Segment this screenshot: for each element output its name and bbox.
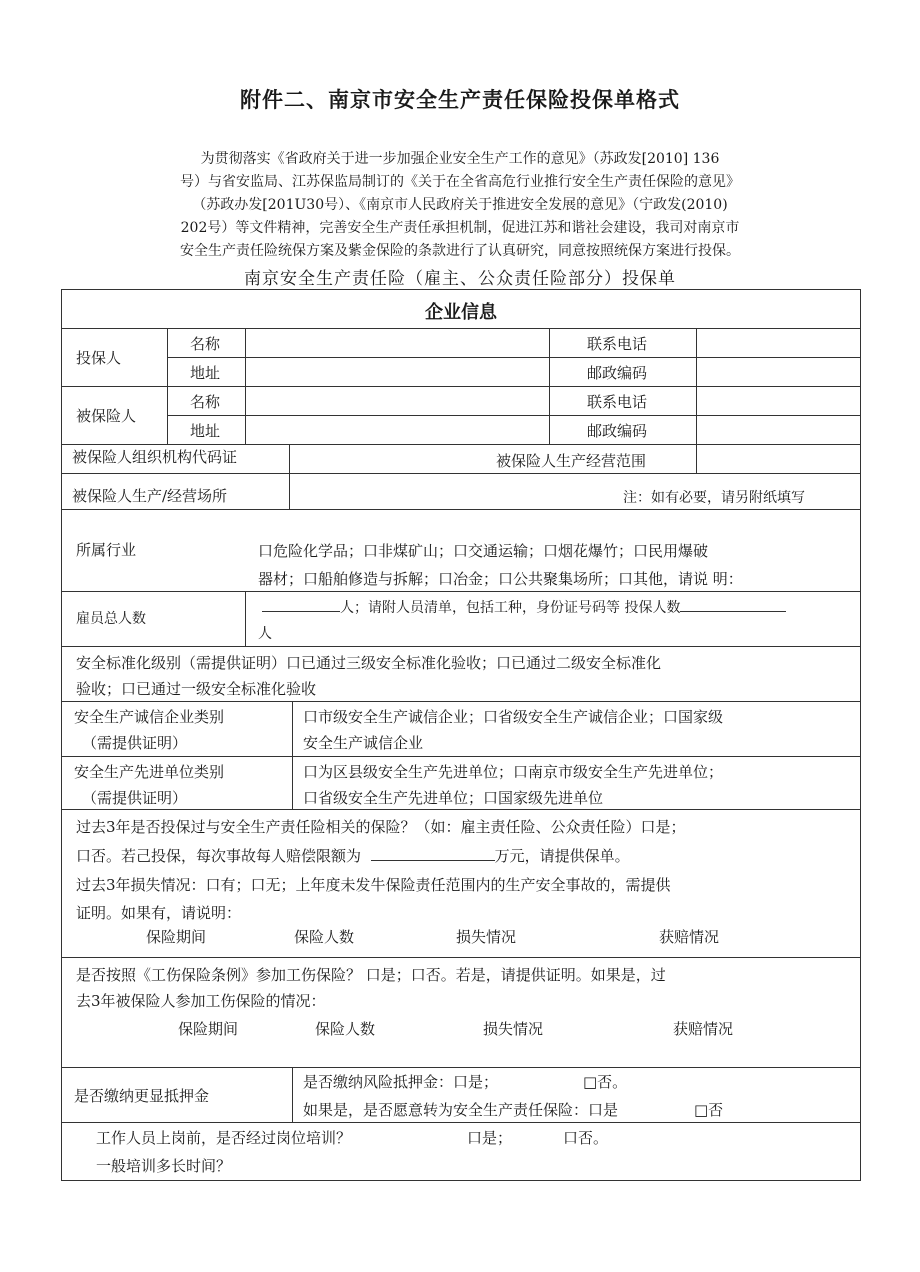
training-question: 工作人员上岗前，是否经过岗位培训？	[96, 1129, 352, 1147]
row-divider	[62, 756, 860, 757]
business-scope-label: 被保险人生产经营范围	[496, 452, 647, 470]
intro-line: 为贯彻落实《省政府关于进一步加强企业安全生产工作的意见》（苏政发[2010] 136	[200, 151, 720, 167]
deposit-question: 是否缴纳风险抵押金：口是；	[303, 1073, 499, 1091]
intro-line: （苏政办发[201U30号）、《南京市人民政府关于推进安全发展的意见》（宁政发(2010)	[192, 197, 728, 213]
integrity-label: 安全生产诚信企业类别	[74, 708, 225, 726]
name-label: 名称	[190, 335, 221, 353]
row-divider	[62, 386, 860, 387]
section-title: 企业信息	[425, 302, 497, 323]
row-divider	[62, 701, 860, 702]
workinjury-col-period: 保险期间	[178, 1020, 239, 1038]
row-divider	[62, 809, 860, 810]
column-divider	[245, 591, 246, 646]
history-col-period: 保险期间	[146, 928, 207, 946]
row-divider	[167, 415, 860, 416]
history-line: 证明。如果有，请说明：	[76, 904, 242, 922]
column-divider	[696, 328, 697, 473]
row-divider	[62, 1122, 860, 1123]
deposit-label: 是否缴纳更显抵押金	[74, 1087, 210, 1105]
workinjury-col-claims: 获赔情况	[673, 1020, 734, 1038]
workinjury-col-count: 保险人数	[315, 1020, 376, 1038]
intro-line: 202号）等文件精神，完善安全生产责任承担机制，促进江苏和谐社会建设，我司对南京市	[180, 220, 740, 236]
training-duration-question: 一般培训多长时间？	[96, 1157, 232, 1175]
address-label: 地址	[190, 422, 221, 440]
insured-count-blank[interactable]	[680, 598, 786, 612]
row-divider	[62, 444, 860, 445]
workinjury-col-loss: 损失情况	[483, 1020, 544, 1038]
row-divider	[167, 357, 860, 358]
history-text: 万元，请提供保单。	[494, 847, 630, 865]
address-label: 地址	[190, 364, 221, 382]
history-line: 过去3年损失情况：口有；口无；上年度未发牛保险责任范围内的生产安全事故的，需提供	[76, 876, 671, 894]
integrity-options-line: 安全生产诚信企业	[303, 734, 424, 752]
integrity-note: （需提供证明）	[82, 734, 188, 752]
training-yes-option[interactable]: 口是；	[467, 1129, 513, 1147]
employees-label: 雇员总人数	[76, 611, 146, 627]
row-divider	[62, 473, 860, 474]
column-divider	[549, 328, 550, 444]
postcode-label: 邮政编码	[587, 364, 648, 382]
employee-count-blank[interactable]	[262, 598, 340, 612]
integrity-options-line: 口市级安全生产诚信企业；口省级安全生产诚信企业；口国家级	[303, 708, 724, 726]
employees-line	[262, 598, 786, 618]
employees-unit: 人	[258, 626, 272, 642]
phone-label: 联系电话	[587, 335, 648, 353]
intro-line: 安全生产责任险统保方案及紫金保险的条款进行了认真研究，同意按照统保方案进行投保。	[180, 243, 740, 259]
row-divider	[62, 1067, 860, 1068]
industry-options-line: 口危险化学品；口非煤矿山；口交通运输；口烟花爆竹；口民用爆破	[258, 542, 709, 560]
application-form	[61, 289, 861, 1181]
history-line	[76, 846, 630, 866]
deposit-convert-no-option[interactable]: □否	[694, 1101, 724, 1119]
history-line: 过去3年是否投保过与安全生产责任险相关的保险？（如：雇主责任险、公众责任险）口是；	[76, 818, 686, 836]
row-divider	[62, 591, 860, 592]
deposit-no-option[interactable]: □否。	[583, 1073, 628, 1091]
history-col-claims: 获赔情况	[659, 928, 720, 946]
employees-text: 人；请附人员清单，包括工种，身份证号码等 投保人数	[340, 600, 681, 616]
advanced-label: 安全生产先进单位类别	[74, 763, 225, 781]
standardization-line: 安全标准化级别（需提供证明）口已通过三级安全标准化验收；口已通过二级安全标准化	[76, 654, 662, 672]
column-divider	[289, 444, 290, 509]
industry-options-line: 器材；口船舶修造与拆解；口冶金；口公共聚集场所；口其他，请说 明：	[258, 570, 743, 588]
row-divider	[62, 646, 860, 647]
page-title: 附件二、南京市安全生产责任保险投保单格式	[240, 88, 680, 112]
advanced-options-line: 口省级安全生产先进单位；口国家级先进单位	[303, 789, 604, 807]
intro-line: 号）与省安监局、江苏保监局制订的《关于在全省高危行业推行安全生产责任保险的意见》	[180, 174, 740, 190]
workinjury-line: 去3年被保险人参加工伤保险的情况：	[76, 992, 326, 1010]
advanced-note: （需提供证明）	[82, 789, 188, 807]
form-title: 南京安全生产责任险（雇主、公众责任险部分）投保单	[244, 269, 676, 289]
compensation-limit-blank[interactable]	[371, 847, 495, 861]
training-no-option[interactable]: 口否。	[563, 1129, 609, 1147]
row-divider	[62, 509, 860, 510]
insured-label: 被保险人	[76, 407, 137, 425]
intro-paragraph	[118, 148, 802, 263]
premises-label: 被保险人生产/经营场所	[72, 487, 228, 505]
standardization-line: 验收；口已通过一级安全标准化验收	[76, 680, 317, 698]
deposit-convert-question: 如果是，是否愿意转为安全生产责任保险：口是	[303, 1101, 619, 1119]
policyholder-label: 投保人	[76, 349, 122, 367]
workinjury-line: 是否按照《工伤保险条例》参加工伤保险？ 口是；口否。若是，请提供证明。如果是，过	[76, 966, 666, 984]
history-text: 口否。若己投保，每次事故每人赔偿限额为	[76, 847, 362, 865]
row-divider	[62, 328, 860, 329]
phone-label: 联系电话	[587, 393, 648, 411]
column-divider	[245, 328, 246, 444]
org-code-cell	[72, 447, 286, 469]
name-label: 名称	[190, 393, 221, 411]
history-col-count: 保险人数	[294, 928, 355, 946]
advanced-options-line: 口为区县级安全生产先进单位；口南京市级安全生产先进单位；	[303, 763, 724, 781]
column-divider	[292, 701, 293, 809]
row-divider	[62, 957, 860, 958]
premises-note: 注：如有必要，请另附纸填写	[623, 490, 805, 506]
industry-label: 所属行业	[76, 541, 137, 559]
column-divider	[167, 328, 168, 444]
column-divider	[292, 1067, 293, 1122]
org-code-label: 被保险人组织机构代码证	[72, 448, 238, 466]
postcode-label: 邮政编码	[587, 422, 648, 440]
history-col-loss: 损失情况	[456, 928, 517, 946]
